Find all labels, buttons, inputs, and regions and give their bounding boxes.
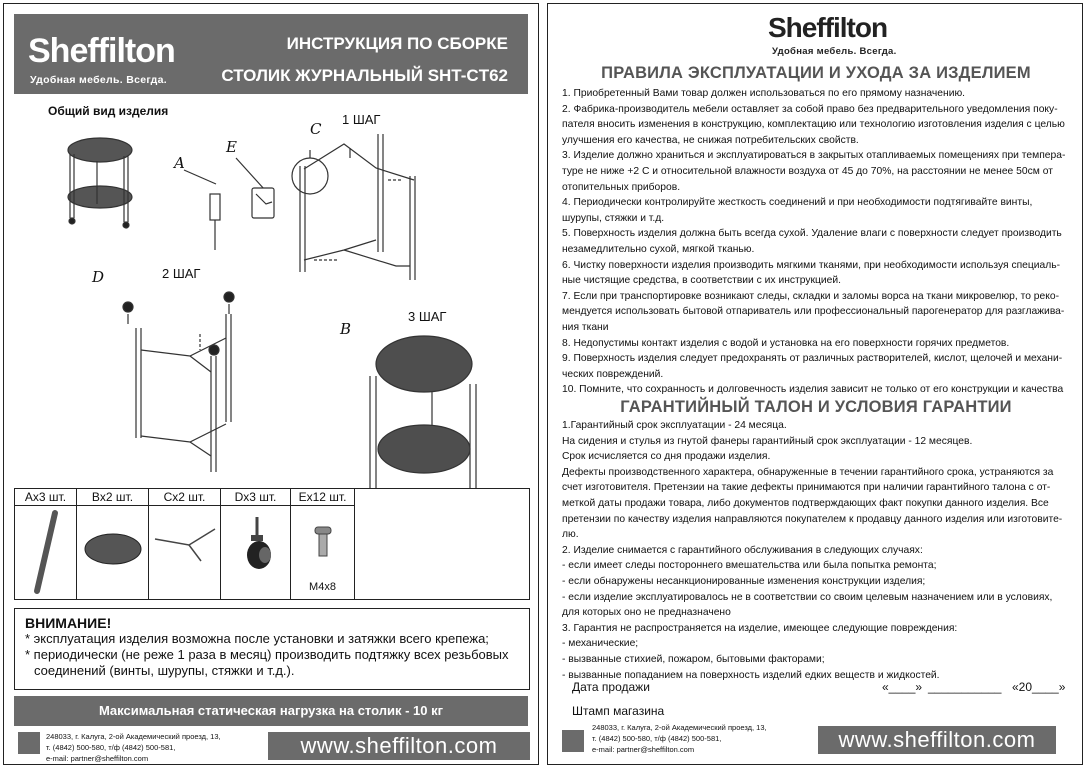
rules-line: мендуется использовать бытовой отпариватель или профессиональный парогенератор для разглажива- bbox=[562, 306, 1065, 318]
warranty-line: 3. Гарантия не распространяется на изделие, имеющее следующие повреждения: bbox=[562, 622, 958, 634]
shop-stamp-label: Штамп магазина bbox=[572, 704, 665, 718]
rules-line: пателя вносить изменения в конструкцию, комплектацию или технологию изготовления изделия с целью bbox=[562, 119, 1065, 131]
parts-table bbox=[14, 488, 530, 600]
warning-line-1: * эксплуатация изделия возможна после установки и затяжки всего крепежа; bbox=[25, 631, 489, 646]
overview-label: Общий вид изделия bbox=[48, 104, 169, 118]
rules-line: незамедлительно сухой, мягкой тканью. bbox=[562, 243, 755, 255]
step-2-drawing bbox=[123, 292, 234, 472]
warranty-line: меткой даты продажи товара, либо документов подтверждающих факт покупки данного изделия. Все bbox=[562, 497, 1049, 509]
assembly-instruction-page bbox=[3, 3, 539, 765]
address-line-1-right: 248033, г. Калуга, 2-ой Академический проезд, 13, bbox=[592, 723, 767, 732]
bracket-icon bbox=[149, 507, 221, 599]
date-day-field[interactable]: «____» bbox=[882, 680, 923, 694]
rules-line: 3. Изделие должно храниться и эксплуатироваться в закрытых отапливаемых помещениях при темпера- bbox=[562, 150, 1066, 162]
warranty-line: 1.Гарантийный срок эксплуатации - 24 месяца. bbox=[562, 420, 787, 431]
website-link[interactable]: www.sheffilton.com bbox=[268, 732, 530, 760]
footer-address-right bbox=[592, 722, 767, 755]
rules-warranty-page bbox=[547, 3, 1083, 765]
part-letter-c: C bbox=[310, 120, 322, 138]
brand-slogan-right: Удобная мебель. Всегда. bbox=[772, 46, 897, 57]
warranty-line: лю. bbox=[562, 529, 579, 541]
part-cell-a bbox=[15, 489, 77, 599]
rules-line: 9. Поверхность изделия следует предохранять от различных растворителей, кислот, щелочей и механи- bbox=[562, 353, 1063, 365]
date-month-field[interactable]: ___________ bbox=[928, 680, 1002, 694]
warranty-title: ГАРАНТИЙНЫЙ ТАЛОН И УСЛОВИЯ ГАРАНТИИ bbox=[620, 398, 1012, 416]
part-letter-b: B bbox=[340, 320, 352, 338]
date-year-field[interactable]: «20____» bbox=[1012, 680, 1066, 694]
warranty-list bbox=[562, 418, 1074, 683]
part-cell-c bbox=[149, 489, 221, 599]
warning-line-3: соединений (винты, шурупы, стяжки и т.д.). bbox=[34, 663, 295, 678]
website-link-right[interactable]: www.sheffilton.com bbox=[818, 726, 1056, 754]
part-header-b: Bx2 шт. bbox=[77, 489, 148, 506]
rules-line: отопительных приборов. bbox=[562, 181, 681, 193]
part-header-e: Ex12 шт. bbox=[291, 489, 354, 506]
part-header-c: Cx2 шт. bbox=[149, 489, 220, 506]
screw-size-label: M4x8 bbox=[309, 581, 336, 593]
brand-slogan: Удобная мебель. Всегда. bbox=[30, 74, 167, 86]
warranty-line: претензии по качеству изделия направляются покупателем к продавцу данного изделия или изготовите- bbox=[562, 513, 1063, 525]
rules-line: 10. Помните, что сохранность и долговечность изделия зависит не только от его конструкции и качества bbox=[562, 384, 1064, 396]
part-header-d: Dx3 шт. bbox=[221, 489, 290, 506]
part-cell-d bbox=[221, 489, 291, 599]
rules-line: 2. Фабрика-производитель мебели оставляет за собой право без предварительного уведомления поку- bbox=[562, 103, 1058, 115]
max-load-banner: Максимальная статическая нагрузка на столик - 10 кг bbox=[14, 696, 528, 726]
brand-logo-right: Sheffilton bbox=[768, 12, 888, 43]
rules-line: 8. Недопустимы контакт изделия с водой и установка на его поверхности горячих предметов. bbox=[562, 337, 1010, 349]
footer-square bbox=[18, 732, 40, 754]
instruction-title: ИНСТРУКЦИЯ ПО СБОРКЕ bbox=[286, 34, 508, 53]
rules-line: туре не ниже +2 С и относительной влажности воздуха от 45 до 70%, на расстоянии не менее 50см от bbox=[562, 165, 1053, 177]
rules-line: 5. Поверхность изделия должна быть всегда сухой. Удаление влаги с поверхности следует производить bbox=[562, 228, 1062, 240]
warranty-line: 2. Изделие снимается с гарантийного обслуживания в следующих случаях: bbox=[562, 544, 923, 556]
caster-icon bbox=[221, 507, 291, 599]
warranty-line: для которых оно не предназначено bbox=[562, 607, 731, 619]
assembly-drawings bbox=[4, 4, 539, 488]
overview-table-drawing bbox=[68, 138, 132, 228]
address-line-3: e-mail: partner@sheffilton.com bbox=[46, 754, 149, 763]
rules-line: 7. Если при транспортировке возникают следы, складки и заломы ворса на ткани микровелюр, то реко- bbox=[562, 290, 1060, 302]
tube-icon bbox=[15, 507, 77, 599]
step-1-label: 1 ШАГ bbox=[342, 112, 381, 127]
screw-icon bbox=[291, 507, 355, 577]
address-line-3-right: e-mail: partner@sheffilton.com bbox=[592, 745, 695, 754]
rules-line: ческих повреждений. bbox=[562, 368, 664, 380]
address-line-1: 248033, г. Калуга, 2-ой Академический проезд, 13, bbox=[46, 732, 221, 741]
warranty-line: - если имеет следы постороннего вмешательства или была попытка ремонта; bbox=[562, 560, 937, 572]
part-letter-d: D bbox=[92, 268, 105, 286]
part-header-a: Ax3 шт. bbox=[15, 489, 76, 506]
warning-box bbox=[14, 608, 530, 690]
step-2-label: 2 ШАГ bbox=[162, 266, 201, 281]
footer-square-right bbox=[562, 730, 584, 752]
warning-line-2: * периодически (не реже 1 раза в месяц) производить подтяжку всех резьбовых bbox=[25, 647, 509, 662]
sale-date-label: Дата продажи bbox=[572, 680, 650, 694]
step-1-drawing bbox=[184, 134, 415, 280]
rules-title: ПРАВИЛА ЭКСПЛУАТАЦИИ И УХОДА ЗА ИЗДЕЛИЕМ bbox=[601, 64, 1031, 82]
warranty-line: Дефекты производственного характера, обнаруженные в течении гарантийного срока, устраняются за bbox=[562, 466, 1054, 478]
rules-line: 4. Периодически контролируйте жесткость соединений и при необходимости подтягивайте винты, bbox=[562, 197, 1033, 209]
step-3-drawing bbox=[369, 336, 477, 488]
tabletop-icon bbox=[77, 507, 149, 599]
warranty-line: - механические; bbox=[562, 638, 639, 650]
warranty-line: - если обнаружены несанкционированные изменения конструкции изделия; bbox=[562, 575, 926, 587]
warranty-line: Срок исчисляется со дня продажи изделия. bbox=[562, 451, 771, 463]
part-letter-e: E bbox=[226, 138, 237, 156]
address-line-2-right: т. (4842) 500-580, т/ф (4842) 500-581, bbox=[592, 734, 722, 743]
rules-list bbox=[562, 86, 1074, 398]
warranty-line: - вызванные стихией, пожаром, бытовыми факторами; bbox=[562, 653, 825, 665]
product-title: СТОЛИК ЖУРНАЛЬНЫЙ SHT-CT62 bbox=[221, 66, 508, 85]
rules-line: 6. Чистку поверхности изделия производить мягкими тканями, при необходимости используя специаль- bbox=[562, 259, 1061, 271]
rules-line: улучшения его качества, не снижая потребительских свойств. bbox=[562, 134, 859, 146]
rules-line: ния ткани bbox=[562, 321, 609, 333]
parts-empty-cell bbox=[355, 489, 529, 599]
part-letter-a: A bbox=[174, 154, 185, 172]
warranty-line: На сидения и стулья из гнутой фанеры гарантийный срок эксплуатации - 12 месяцев. bbox=[562, 435, 973, 447]
footer-address bbox=[46, 731, 221, 764]
brand-logo: Sheffilton bbox=[28, 32, 175, 70]
rules-line: шурупы, стяжки и т.д. bbox=[562, 212, 665, 224]
warranty-line: - если изделие эксплуатировалось не в соответствии со своим целевым назначением или в условиях, bbox=[562, 591, 1053, 603]
rules-line: 1. Приобретенный Вами товар должен использоваться по его прямому назначению. bbox=[562, 88, 966, 99]
rules-line: ные чистящие средства, в соответствии с их инструкцией. bbox=[562, 275, 841, 287]
part-cell-b bbox=[77, 489, 149, 599]
step-3-label: 3 ШАГ bbox=[408, 309, 447, 324]
warranty-line: счет изготовителя. Претензии на такие дефекты принимаются при наличии гарантийного талона с от- bbox=[562, 482, 1051, 494]
address-line-2: т. (4842) 500-580, т/ф (4842) 500-581, bbox=[46, 743, 176, 752]
warning-title: ВНИМАНИЕ! bbox=[25, 615, 112, 631]
part-cell-e bbox=[291, 489, 355, 599]
warranty-line: - вызванные попаданием на поверхность изделий едких веществ и жидкостей. bbox=[562, 669, 940, 681]
